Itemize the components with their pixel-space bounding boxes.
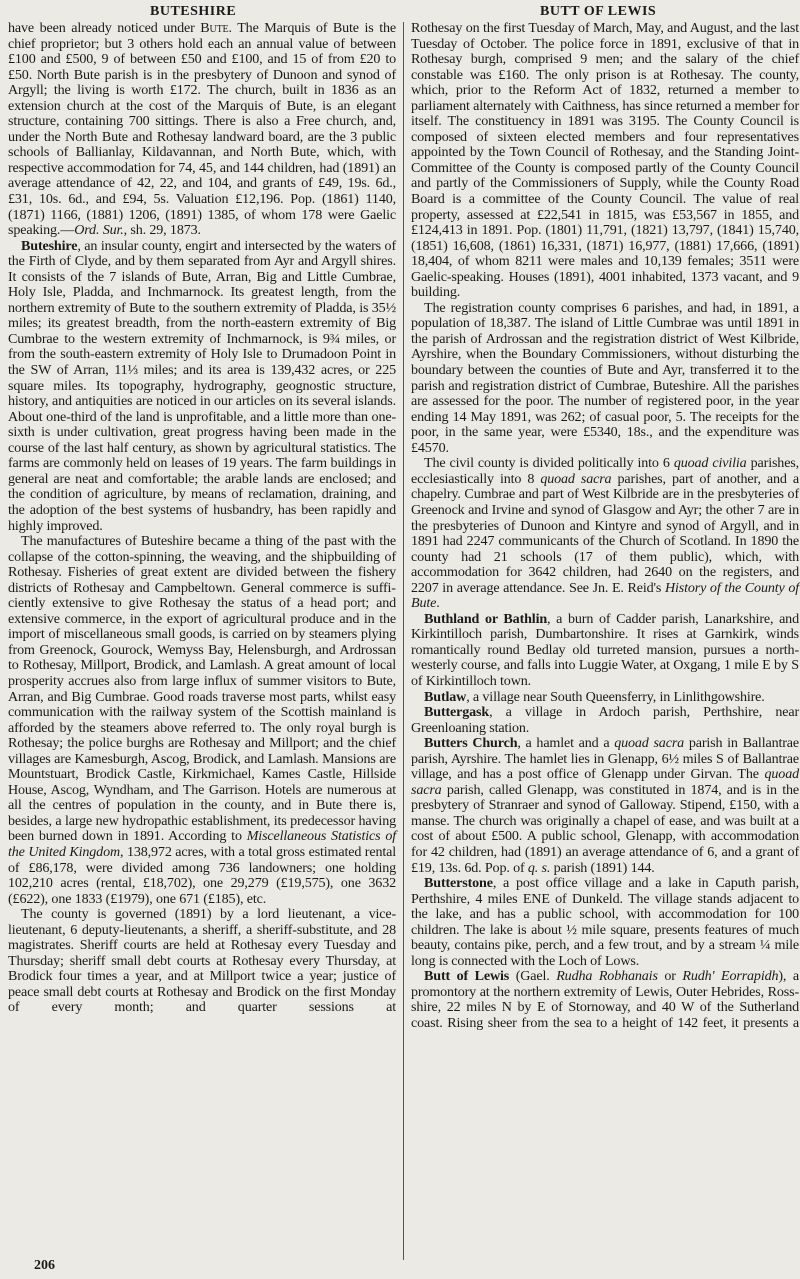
body-text: (Gael.	[509, 968, 557, 985]
entry-headword: Butt of Lewis	[424, 968, 510, 985]
running-header-left: BUTESHIRE	[150, 4, 237, 19]
entry-paragraph	[411, 612, 799, 690]
italic-text: quoad sacra	[540, 470, 612, 487]
body-text: parish (1891) 144.	[550, 859, 655, 876]
body-text: , a village near South Queensferry, in Linlithgowshire.	[466, 688, 765, 705]
column-divider	[403, 22, 404, 1260]
entry-headword: Butlaw	[424, 688, 467, 705]
entry-paragraph	[411, 690, 799, 706]
body-text: , a burn of Cadder parish, Lanarkshire, and Kirkintilloch parish, Dumbartonshire. It rises at Garnkirk, winds romantically round Bedlay old turreted mansion, pursues a north-westerly course, and falls into Luggie Water, at Oxgang, 1 mile E by S of Kirkintilloch town.	[411, 610, 799, 689]
italic-text: quoad civilia	[673, 455, 747, 472]
right-column	[411, 21, 799, 1032]
body-text: ), a promontory at the northern extremity of Lewis, Outer Hebrides, Ross-shire, 22 miles N by E of Stornoway, and 40 W of the Sutherland coast. Rising sheer from the sea to a height of 142 feet, it presents a	[411, 968, 799, 1031]
entry-headword: Butterstone	[424, 875, 493, 892]
body-text: have been already noticed under	[8, 20, 201, 36]
running-header-right: BUTT OF LEWIS	[540, 4, 657, 19]
entry-paragraph	[411, 876, 799, 969]
body-text: parishes, ecclesiastically into 8	[411, 455, 800, 487]
body-text: . The Marquis of Bute is the chief proprietor; but 3 others hold each an annual value of between £100 and £500, 9 of between £50 and £100, and 15 of from £20 to £50. North Bute parish is in the presbytery of Dunoon and synod of Argyll; the living is worth £172. The church, built in 1836 as an extension church at the cost of the Marquis of Bute, is an elegant structure, containing 700 sittings. There is also a Free church, and, under the North Bute and Rothesay landward board, are the 3 public schools of Ballianlay, Kildavannan, and North Bute, which, with respective accommodation for 74, 45, and 144 children, had (1891) an average attendance of 42, 22, and 104, and grants of £49, 19s. 6d., £31, 10s. 6d., and £94, 5s. Valuation £12,196. Pop. (1861) 1140, (1871) 1166, (1881) 1206, (1891) 1385, of whom 178 were Gaelic speaking.—	[8, 20, 396, 239]
body-text: The registration county comprises 6 parishes, and had, in 1891, a population of 18,387. The island of Little Cumbrae was until 1891 in the parish of Ardrossan and the registration district of West Kilbride, Ayrshire, when the Boundary Commissioners, without disturbing the boundary between the counties of Bute and Ayr, transferred it to the parish and registration district of Cumbrae, Buteshire. All the parishes are assessed for the poor. The number of registered poor, in the year ending 14 May 1891, was 262; of casual poor, 5. The receipts for the poor, in the same year, were £5340, 18s., and the expenditure was £4570.	[411, 299, 799, 456]
body-text: parish, called Glenapp, was constituted in 1874, and is in the presbytery of Stranraer and synod of Galloway. Stipend, £150, with a manse. The church was originally a chapel of ease, and was built at a cost of about £500. A public school, Glenapp, with accommodation for 42 children, had (1891) an average attendance of 6, and a grant of £19, 13s. 6d. Pop. of	[411, 781, 799, 876]
body-text: parishes, part of another, and a chapelry. Cumbrae and part of West Kilbride are in the presbyteries of Greenock and Irvine and synod of Glasgow and Ayr; the other 7 are in the presbyteries of Dunoon and Kintyre and synod of Argyll, and in 1891 had 2247 communicants of the Church of Scotland. In 1890 the county had 21 schools (17 of them public), which, with accommodation for 3642 children, had 2640 on the registers, and 2207 in average attendance. See Jn. E. Reid's	[411, 470, 799, 596]
page-number: 206	[34, 1258, 55, 1273]
italic-text: Rudha Robhanais	[556, 968, 658, 985]
body-text: .	[436, 595, 440, 612]
italic-text: q. s.	[527, 859, 551, 876]
italic-text: History of the County of Bute	[411, 579, 800, 612]
entry-paragraph	[411, 456, 799, 611]
italic-text: quoad sacra	[614, 735, 685, 752]
body-text: , a village in Ardoch parish, Perthshire, near Greenloaning station.	[411, 704, 799, 736]
body-text: The civil county is divided politically into 6	[424, 455, 674, 472]
body-text: Rothesay on the first Tuesday of March, May, and August, and the last Tuesday of October. The police force in 1891, exclusive of that in Rothesay burgh, comprised 9 men; and the salary of the chief constable was £160. The only prison is at Rothesay. The county, which, prior to the Reform Act of 1832, returned a member to parliament alternately with Caithness, has since returned a member for itself. The constituency in 1891 was 3195. The County Council is composed of sixteen elected members and four representatives appointed by the Town Council of Rothesay, and the Standing Joint-Committee of the County is composed partly of the County Council and partly of the Commissioners of Supply, while the County Road Board is a committee of the County Council. The value of real property, assessed at £22,541 in 1815, was £53,567 in 1855, and £124,413 in 1891. Pop. (1801) 11,791, (1821) 13,797, (1841) 15,740, (1851) 16,608, (1861) 16,331, (1871) 16,977, (1881) 17,666, (1891) 18,404, of whom 8211 were males and 10,139 females; 3511 were Gaelic-speaking. Houses (1891), 4001 inhabited, 1373 vacant, and 9 building.	[411, 20, 799, 301]
entry-paragraph	[411, 969, 799, 1031]
entry-paragraph	[8, 534, 396, 907]
entry-headword: Butters Church	[424, 735, 518, 752]
entry-headword: Buthland or Bathlin	[424, 610, 548, 627]
body-text: , a post office village and a lake in Caputh parish, Perthshire, 4 miles ENE of Dunkeld. The village stands adjacent to the lake, and has a public school, with accommodation for 100 children. The lake is about ½ mile square, presents features of much beauty, contains pike, perch, and a few trout, and by a stream ¼ mile long is connected with the Loch of Lows.	[411, 875, 799, 969]
italic-text: Rudh' Eorrapidh	[682, 968, 779, 985]
body-text: The county is governed (1891) by a lord lieutenant, a vice-lieutenant, 6 deputy-lieutenants, a sheriff, a sheriff-substitute, and 28 magistrates. Sheriff courts are held at Rothesay every Tuesday and Thursday; sheriff small debt courts at Rothesay every Thursday, at Brodick four times a year, and at Millport twice a year; justice of peace small debt courts at Rothesay and Brodick on the first Monday of every month; and quarter sessions at	[8, 906, 396, 1016]
entry-paragraph	[411, 736, 799, 876]
entry-headword: Buteshire	[21, 237, 78, 254]
body-text: The manufactures of Buteshire became a thing of the past with the collapse of the cotton-spinning, the weaving, and the shipbuilding of Rothesay. Fisheries of great extent are divided between the fishery districts of Rothesay and Campbeltown. General commerce is sufficiently extensive to give Rothesay the status of a head port; and extensive commerce, in the export of agricultural produce and in the import of miscellaneous small goods, is carried on by steamers plying from Greenock, Gourock, Wemyss Bay, Helensburgh, and Ardrossan to Rothesay, Millport, Brodick, and Lamlash. A great amount of local prosperity accrues also from large influx of summer visitors to Bute, Arran, and Big Cumbrae. Good roads traverse most parts, whilst easy communication with the railway system of the Scottish mainland is afforded by the steamers above referred to. The only royal burgh is Rothesay; the police burghs are Rothesay and Millport; and the chief villages are Kamesburgh, Ascog, Brodick, and Lamlash. Mansions are Mountstuart, Brodick Castle, Kirkmichael, Kames Castle, Hillside House, Ascog, Wyndham, and The Garrison. Hotels are numerous at all the centres of population in the county, and in Bute there is, besides, a large new hydropathic establishment, its predecessor having been burned down in 1891. According to	[8, 533, 396, 845]
entry-paragraph	[411, 705, 799, 736]
entry-paragraph	[411, 21, 799, 301]
body-text: or	[657, 968, 683, 985]
entry-paragraph	[8, 239, 396, 534]
body-text: , sh. 29, 1873.	[123, 222, 201, 239]
body-text: , a hamlet and a	[517, 735, 615, 752]
left-column	[8, 21, 396, 1016]
italic-text: Miscellaneous Statistics of the United Kingdom	[8, 828, 396, 860]
entry-headword: Buttergask	[424, 704, 490, 721]
entry-paragraph	[411, 301, 799, 456]
body-text: Bute	[200, 20, 229, 36]
body-text: , 138,972 acres, with a total gross estimated rental of £86,178, were divided among 736 landowners; one holding 102,210 acres (rental, £18,702), one 29,279 (£19,575), one 3632 (£622), one 1833 (£1979), one 671 (£185), etc.	[8, 843, 396, 907]
italic-text: Ord. Sur.	[74, 222, 124, 239]
entry-paragraph	[8, 907, 396, 1016]
body-text: parish in Ballantrae parish, Ayrshire. The hamlet lies in Glenapp, 6½ miles S of Ballantrae village, and has a post office of Glenapp under Girvan. The	[411, 735, 799, 783]
body-text: , an insular county, engirt and intersected by the waters of the Firth of Clyde, and by them separated from Ayr and Argyll shires. It consists of the 7 islands of Bute, Arran, Big and Little Cumbrae, Holy Isle, Pladda, and Inchmarnock. Its greatest length, from the northern extremity of Bute to the southern extremity of Pladda, is 35½ miles; its greatest breadth, from the north-eastern extremity of Big Cumbrae to the western extremity of Inchmarnock, is 9¾ miles, or from the south-eastern extremity of Holy Isle to Drumadoon Point in the SW of Arran, 11⅓ miles; and its area is 139,432 acres, or 225 square miles. Its topography, hydrography, geognostic structure, history, and antiquities are noticed in our articles on its several islands. About one-third of the land is unprofitable, and a little more than one-sixth is under cultivation, great progress having been made in the course of the last half century, as shown by agricultural statistics. The farms are commonly held on leases of 19 years. The farm buildings in general are neat and comfortable; the arable lands are enclosed; and the condition of agriculture, by means of reclamation, draining, and the adoption of the best systems of husbandry, has been rapidly and highly improved.	[8, 237, 396, 534]
italic-text: quoad sacra	[411, 766, 799, 798]
entry-paragraph	[8, 21, 396, 239]
